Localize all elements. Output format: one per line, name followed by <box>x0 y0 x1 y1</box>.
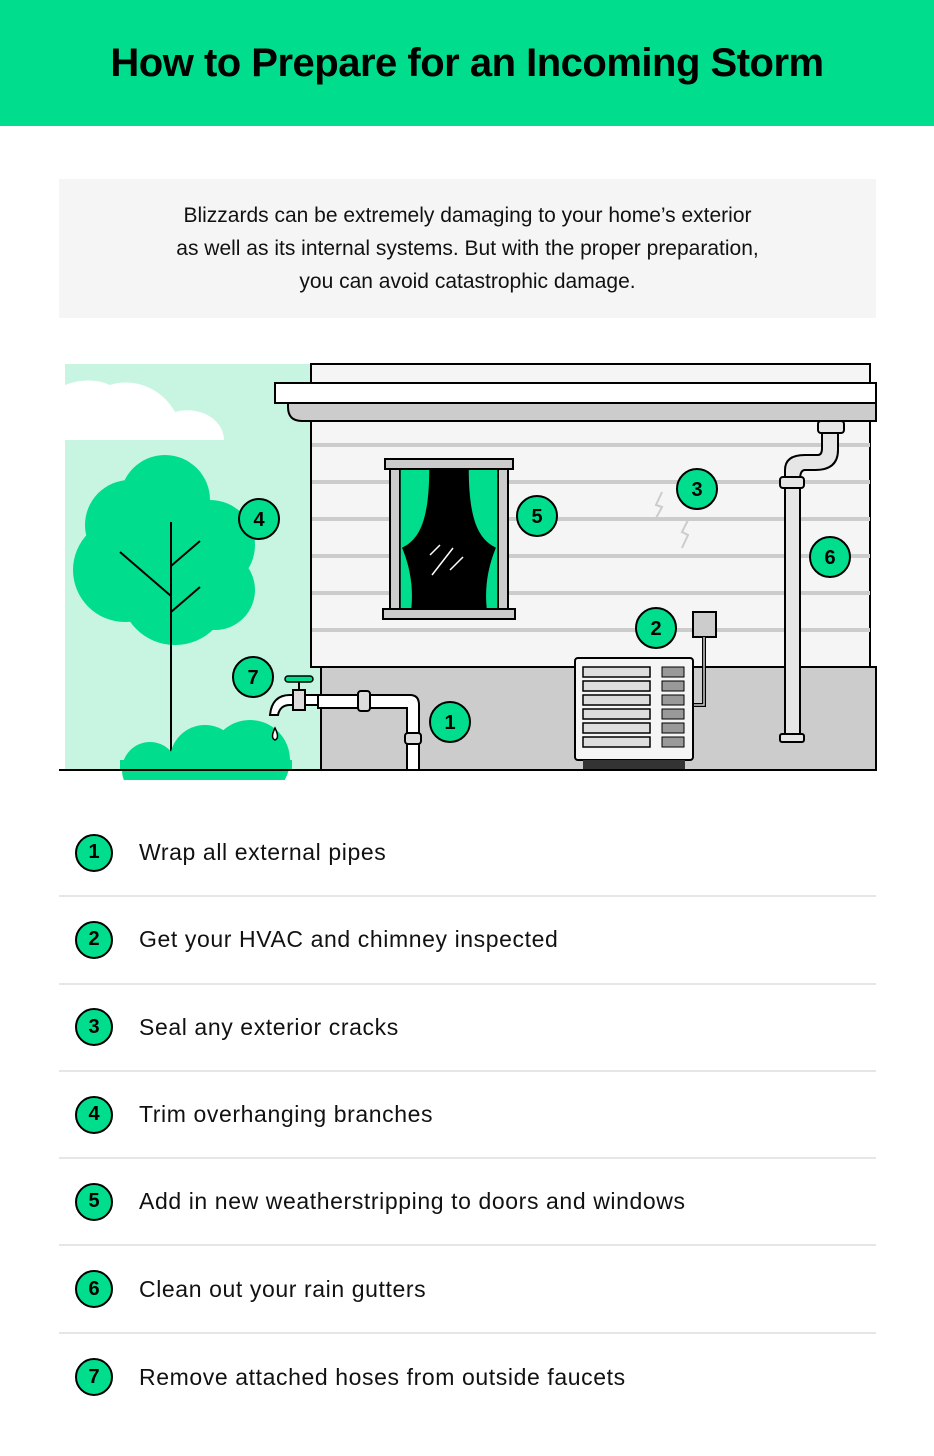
list-item <box>59 897 876 984</box>
page-title: How to Prepare for an Incoming Storm <box>110 40 824 85</box>
window <box>383 459 515 619</box>
marker-5 <box>517 496 557 536</box>
step-text: Seal any exterior cracks <box>139 1013 399 1040</box>
svg-text:3: 3 <box>691 479 703 501</box>
svg-text:6: 6 <box>824 547 836 569</box>
step-number-badge: 6 <box>75 1270 113 1308</box>
header-banner <box>0 0 934 126</box>
list-item <box>59 985 876 1072</box>
intro-line: as well as its internal systems. But with the proper preparation, <box>176 237 759 260</box>
intro-line: you can avoid catastrophic damage. <box>299 270 636 293</box>
intro-text <box>176 199 758 298</box>
list-item <box>59 1334 876 1421</box>
marker-7 <box>233 657 273 697</box>
svg-text:1: 1 <box>444 712 456 734</box>
step-number-badge: 7 <box>75 1358 113 1396</box>
steps-list <box>59 810 876 1421</box>
list-item <box>59 1072 876 1159</box>
step-number-badge: 2 <box>75 921 113 959</box>
list-item <box>59 810 876 897</box>
step-text: Trim overhanging branches <box>139 1101 434 1128</box>
svg-text:5: 5 <box>531 506 543 528</box>
step-text: Wrap all external pipes <box>139 839 387 866</box>
list-item <box>59 1246 876 1333</box>
marker-4 <box>239 499 279 539</box>
step-text: Remove attached hoses from outside faucets <box>139 1363 626 1390</box>
step-number-badge: 4 <box>75 1096 113 1134</box>
gutter <box>288 403 876 421</box>
marker-3 <box>677 469 717 509</box>
marker-6 <box>810 537 850 577</box>
step-number-badge: 3 <box>75 1008 113 1046</box>
step-text: Clean out your rain gutters <box>139 1275 427 1302</box>
house-illustration <box>0 360 934 780</box>
step-text: Get your HVAC and chimney inspected <box>139 926 559 953</box>
step-number-badge: 5 <box>75 1183 113 1221</box>
intro-box <box>59 179 876 318</box>
svg-text:4: 4 <box>253 509 265 531</box>
intro-line: Blizzards can be extremely damaging to your home’s exterior <box>183 204 752 227</box>
roof-fascia <box>275 383 876 403</box>
marker-1 <box>430 702 470 742</box>
list-item <box>59 1159 876 1246</box>
step-text: Add in new weatherstripping to doors and windows <box>139 1188 686 1215</box>
marker-2 <box>636 608 676 648</box>
step-number-badge: 1 <box>75 834 113 872</box>
svg-text:7: 7 <box>247 667 259 689</box>
svg-text:2: 2 <box>650 618 662 640</box>
